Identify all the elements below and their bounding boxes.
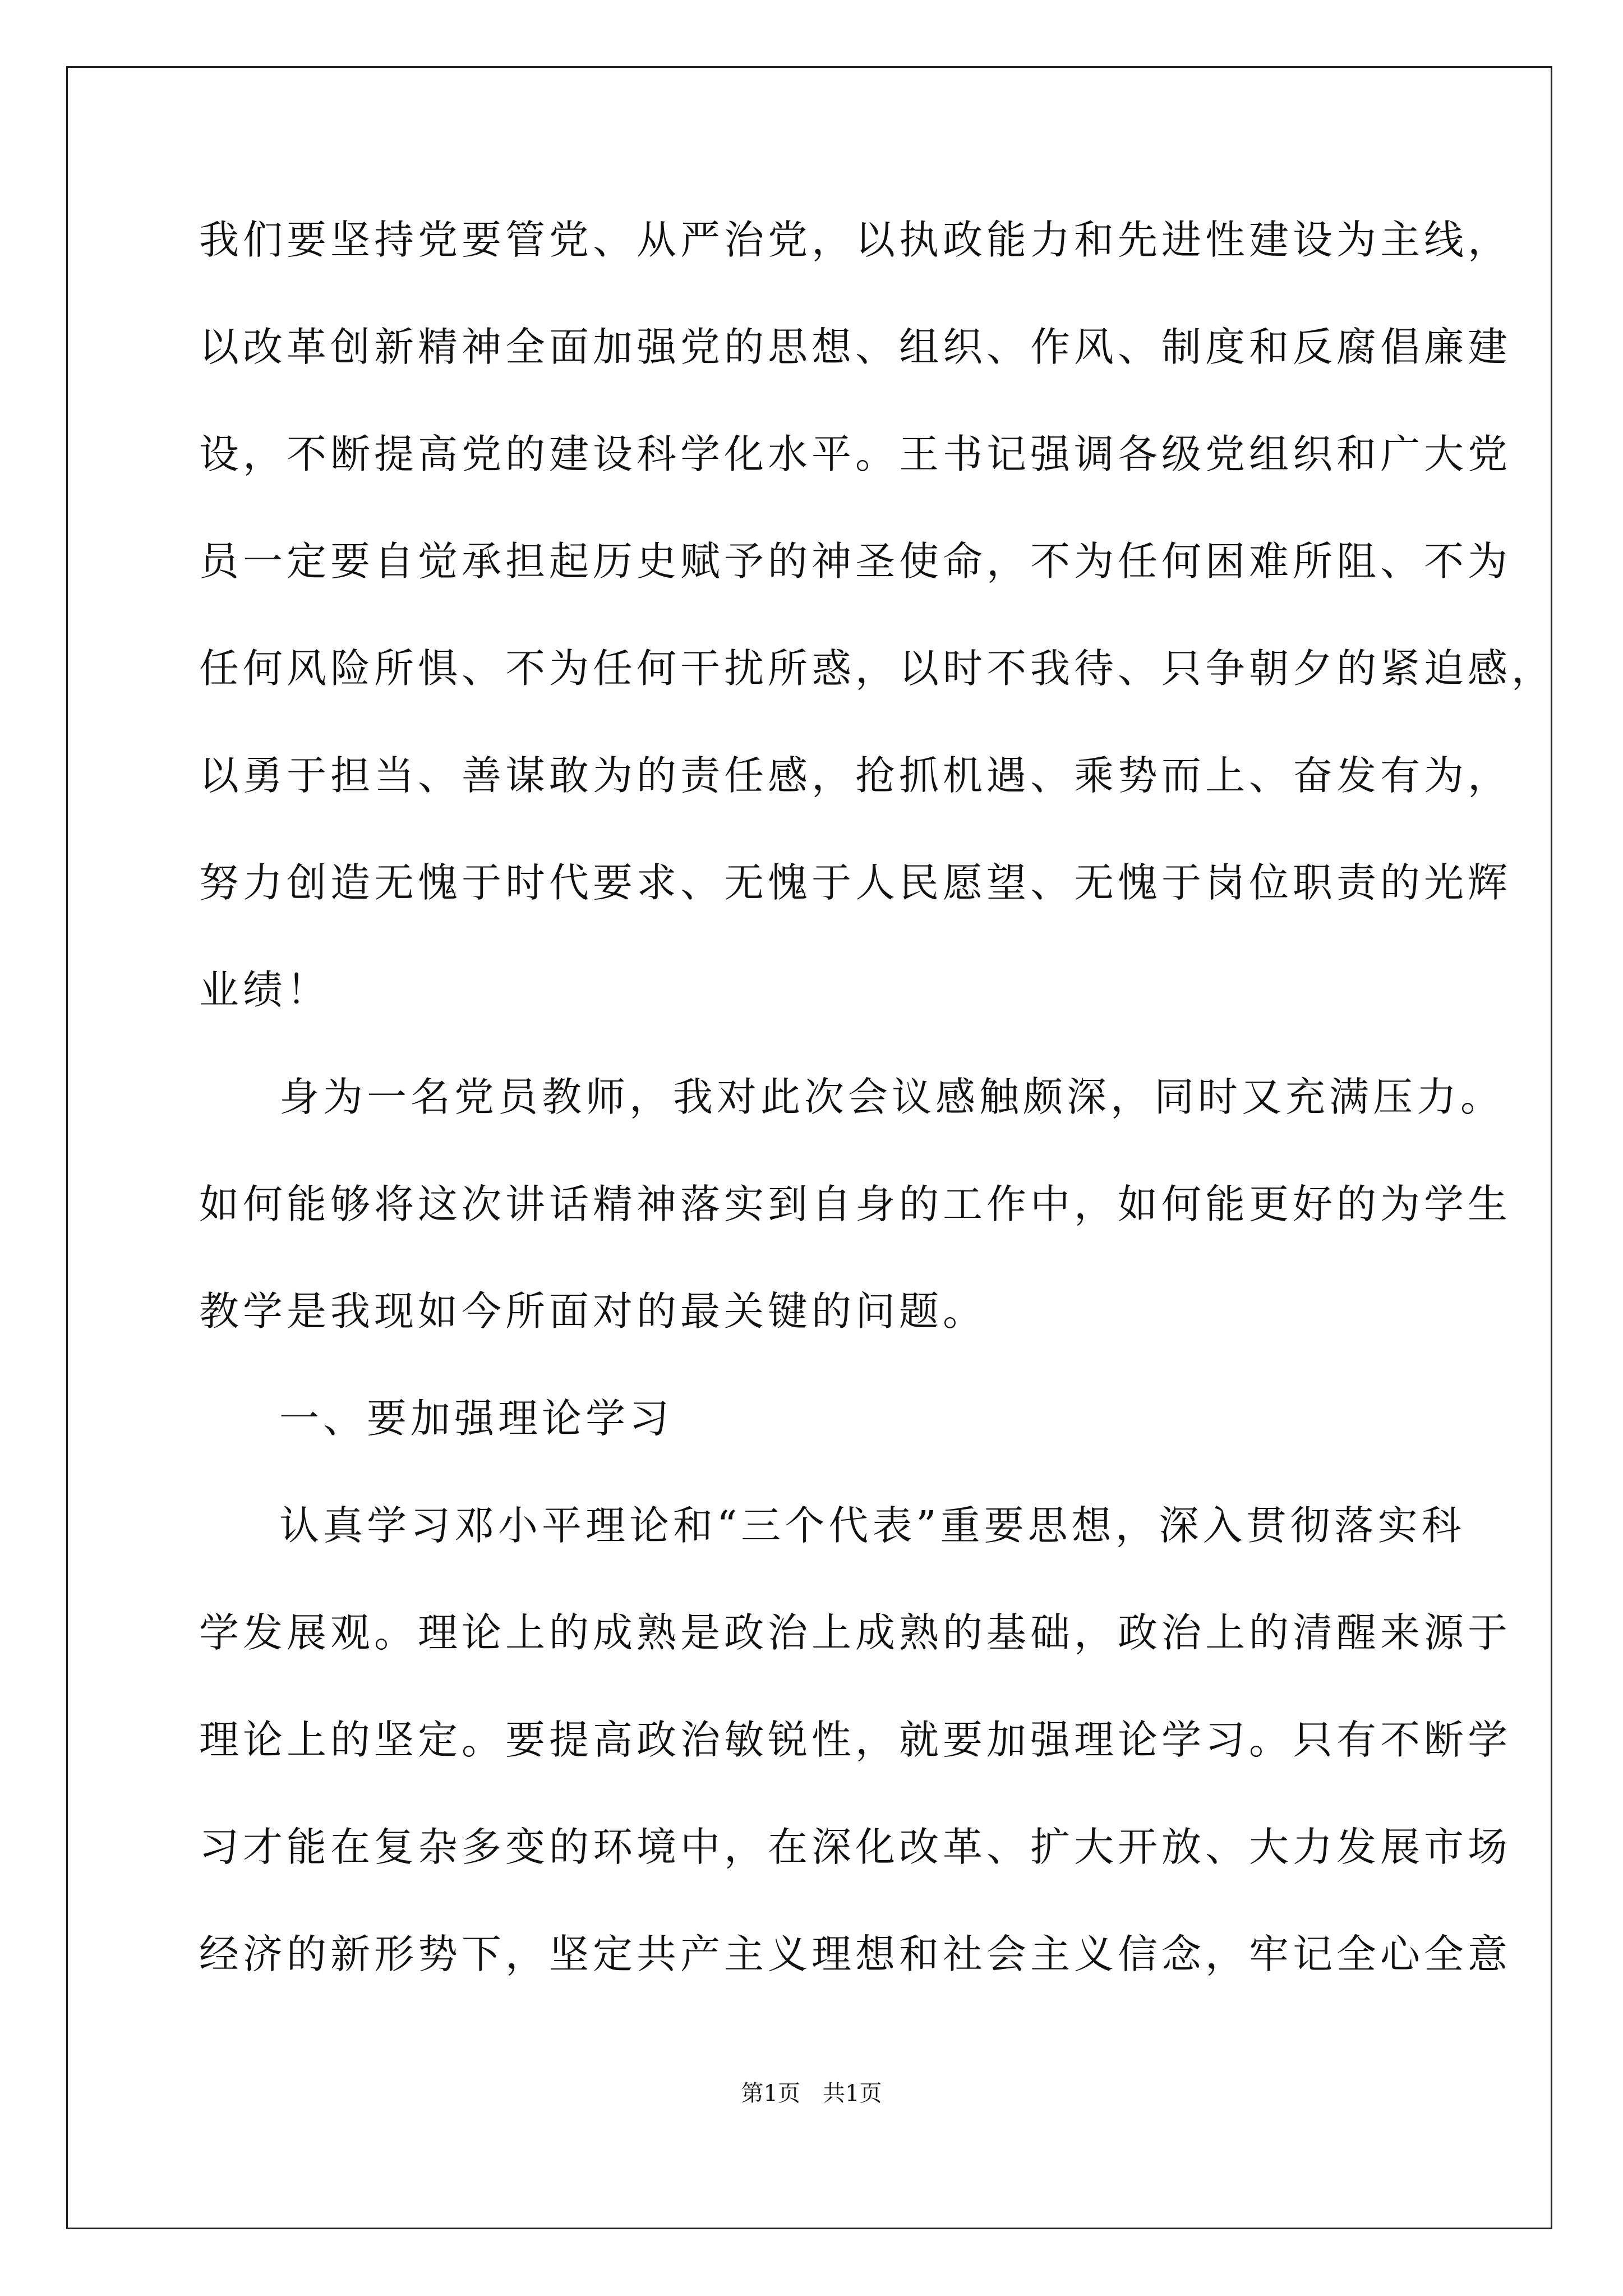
text-line: 业绩！ [199,967,331,1013]
text-line: 习才能在复杂多变的环境中，在深化改革、扩大开放、大力发展市场 [199,1824,1512,1870]
page-number: 第1页 共1页 [741,2081,882,2106]
text-line: 我们要坚持党要管党、从严治党，以执政能力和先进性建设为主线， [199,217,1512,263]
text-line: 教学是我现如今所面对的最关键的问题。 [199,1288,987,1335]
text-line: 以勇于担当、善谋敢为的责任感，抢抓机遇、乘势而上、奋发有为， [199,752,1512,799]
text-line: 理论上的坚定。要提高政治敏锐性，就要加强理论学习。只有不断学 [199,1717,1512,1763]
text-line: 努力创造无愧于时代要求、无愧于人民愿望、无愧于岗位职责的光辉 [199,859,1512,906]
section-heading: 一、要加强理论学习 [279,1395,674,1442]
text-line: 身为一名党员教师，我对此次会议感触颇深，同时又充满压力。 [279,1074,1505,1120]
text-line: 员一定要自觉承担起历史赋予的神圣使命，不为任何困难所阻、不为 [199,538,1512,585]
text-line: 学发展观。理论上的成熟是政治上成熟的基础，政治上的清醒来源于 [199,1609,1512,1656]
text-line: 认真学习邓小平理论和“三个代表”重要思想，深入贯彻落实科 [279,1502,1465,1549]
text-line: 经济的新形势下，坚定共产主义理想和社会主义信念，牢记全心全意 [199,1931,1512,1977]
text-line: 以改革创新精神全面加强党的思想、组织、作风、制度和反腐倡廉建 [199,324,1512,370]
text-line: 设，不断提高党的建设科学化水平。王书记强调各级党组织和广大党 [199,431,1512,477]
text-line: 如何能够将这次讲话精神落实到自身的工作中，如何能更好的为学生 [199,1181,1512,1227]
text-line: 任何风险所惧、不为任何干扰所惑，以时不我待、只争朝夕的紧迫感， [199,645,1556,692]
page-border [66,66,1552,2229]
